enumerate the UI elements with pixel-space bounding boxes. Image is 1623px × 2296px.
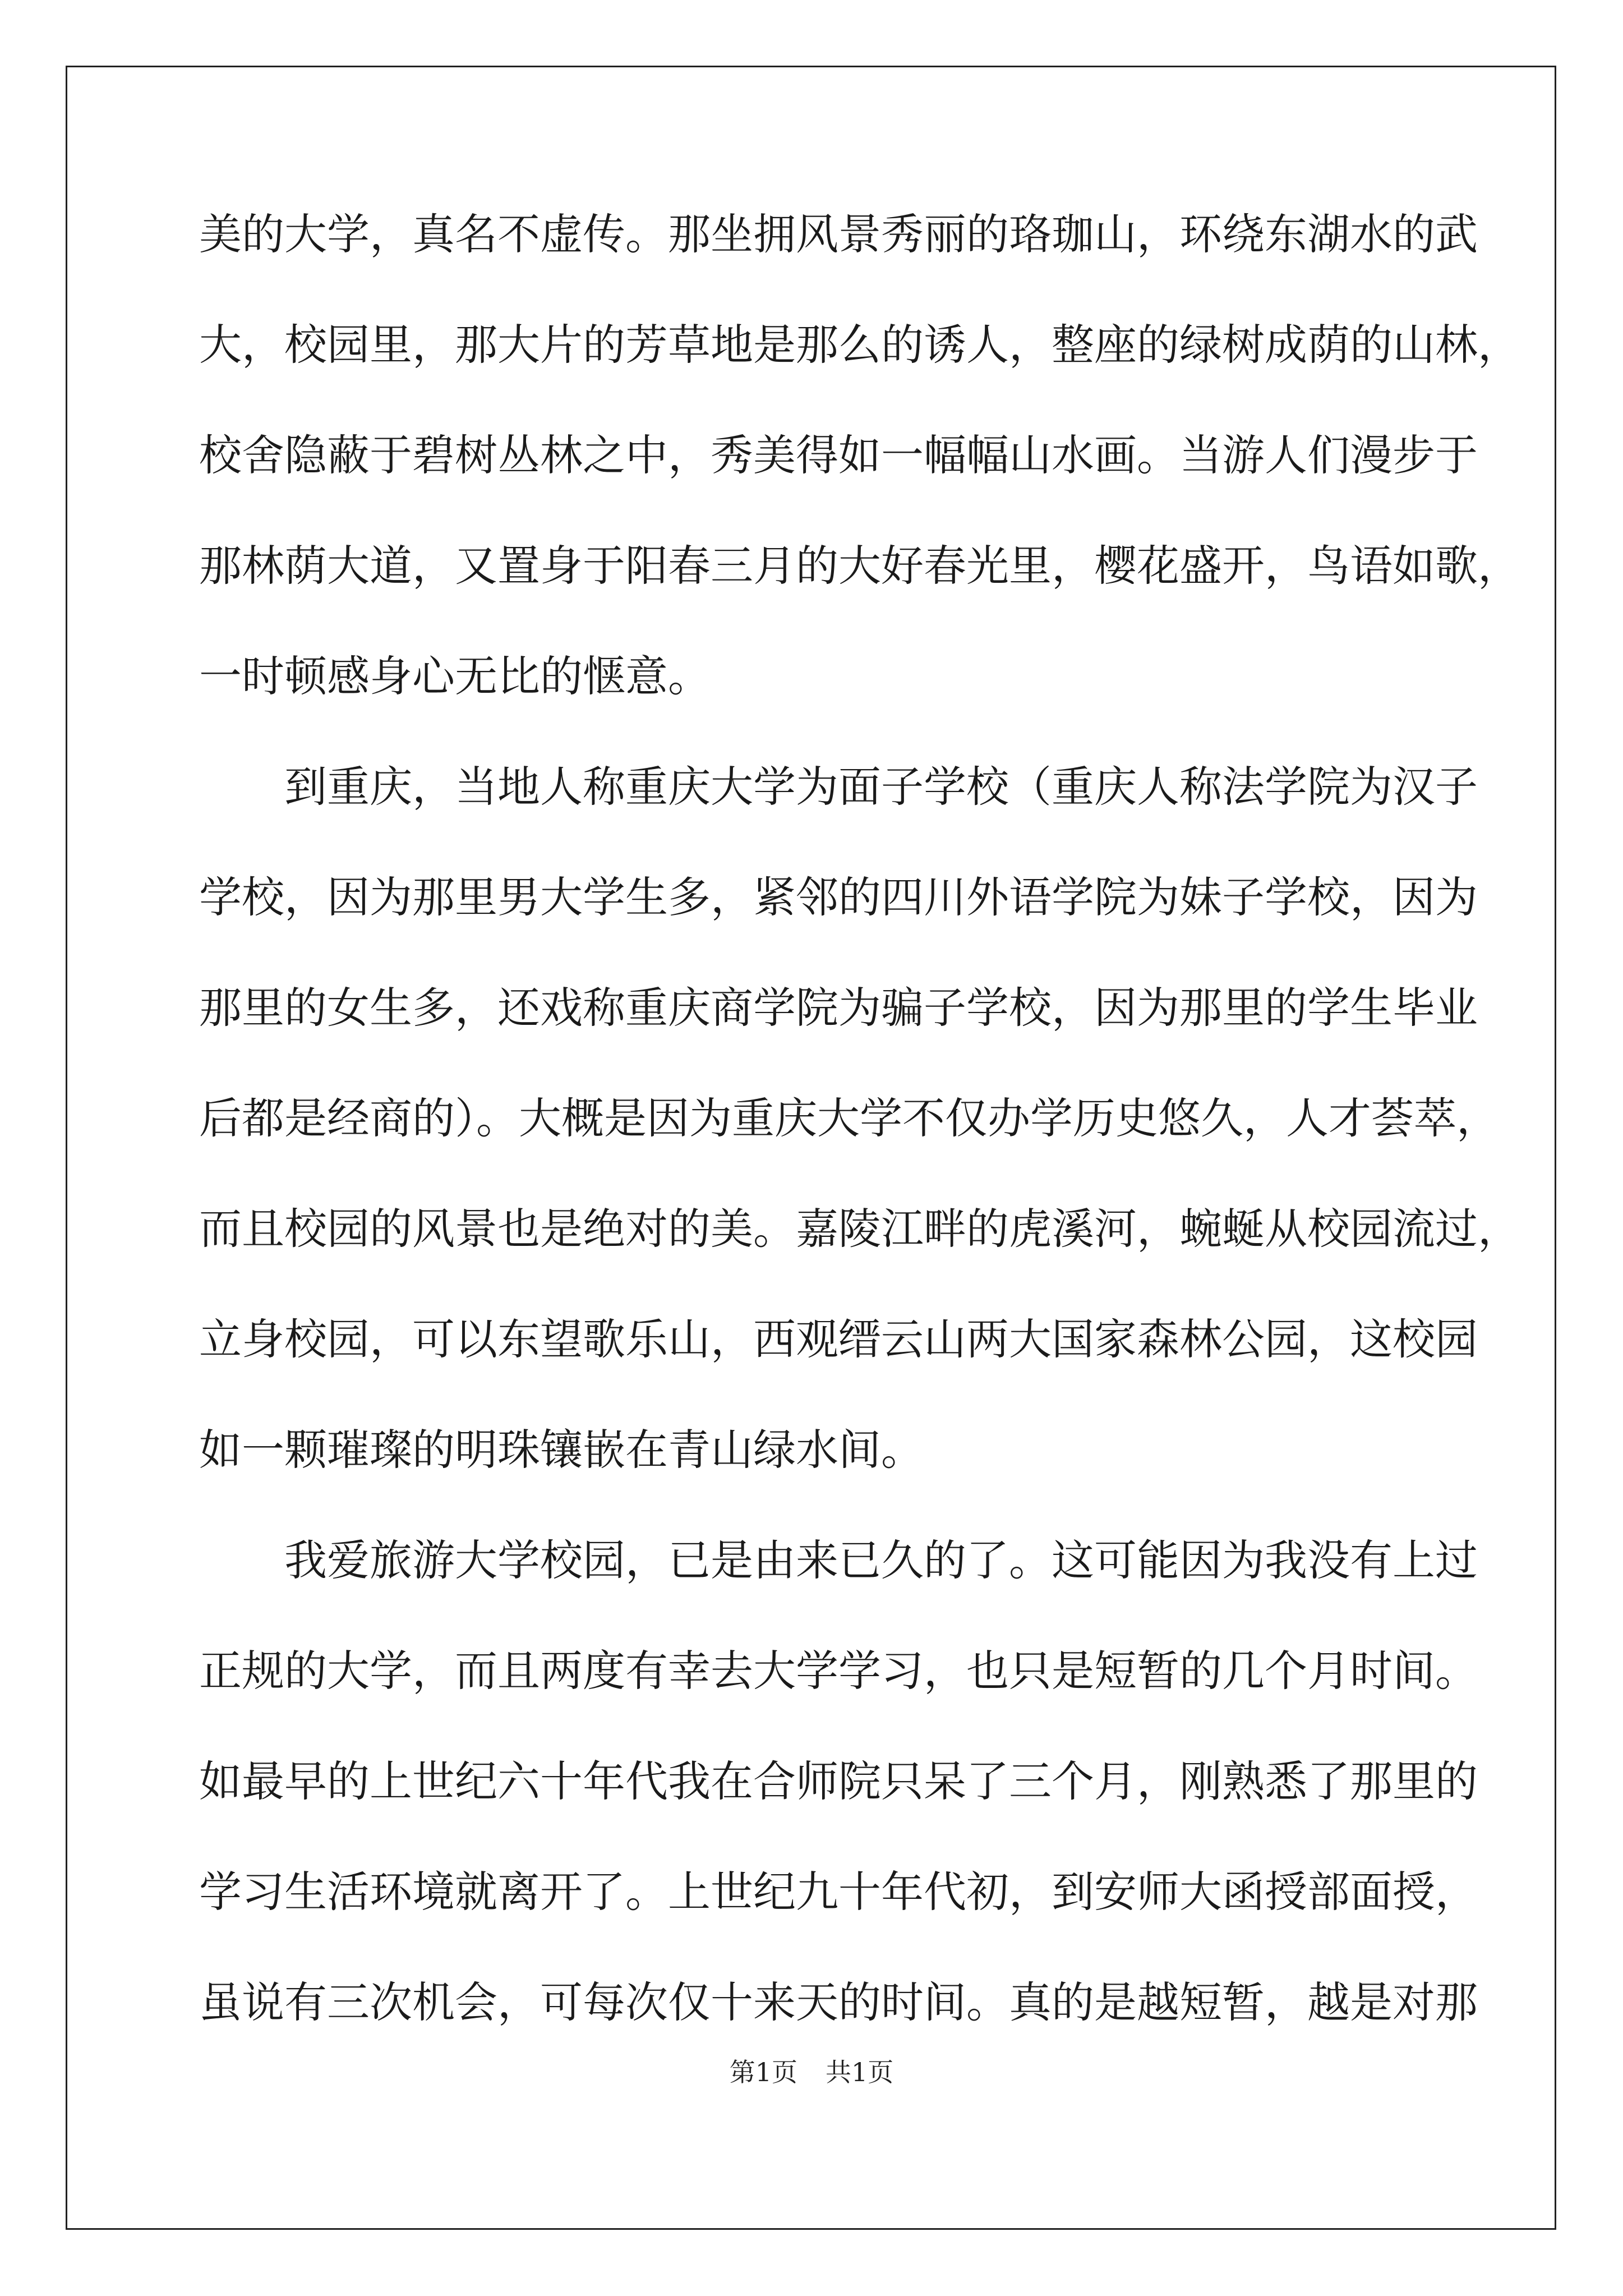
page-number: 第1页 bbox=[729, 2057, 797, 2087]
page-total: 共1页 bbox=[826, 2057, 894, 2087]
text-line: 如一颗璀璨的明珠镶嵌在青山绿水间。 bbox=[199, 1425, 924, 1475]
text-line: 而且校园的风景也是绝对的美。嘉陵江畔的虎溪河，蜿蜒从校园流过， bbox=[199, 1204, 1520, 1254]
text-line: 美的大学，真名不虚传。那坐拥风景秀丽的珞珈山，环绕东湖水的武 bbox=[199, 209, 1478, 259]
text-line: 到重庆，当地人称重庆大学为面子学校（重庆人称法学院为汉子 bbox=[284, 762, 1478, 812]
text-line: 那林荫大道，又置身于阳春三月的大好春光里，樱花盛开，鸟语如歌， bbox=[199, 541, 1520, 591]
text-line: 如最早的上世纪六十年代我在合师院只呆了三个月，刚熟悉了那里的 bbox=[199, 1756, 1478, 1806]
text-line: 学习生活环境就离开了。上世纪九十年代初，到安师大函授部面授， bbox=[199, 1867, 1478, 1917]
paragraph-1 bbox=[199, 208, 1520, 703]
text-line: 一时顿感身心无比的惬意。 bbox=[199, 651, 711, 701]
text-line: 校舍隐蔽于碧树丛林之中，秀美得如一幅幅山水画。当游人们漫步于 bbox=[199, 430, 1478, 480]
text-line: 那里的女生多，还戏称重庆商学院为骗子学校，因为那里的学生毕业 bbox=[199, 983, 1478, 1033]
text-line: 正规的大学，而且两度有幸去大学学习，也只是短暂的几个月时间。 bbox=[199, 1646, 1478, 1696]
paragraph-3 bbox=[199, 1534, 1478, 2029]
text-line: 后都是经商的）。大概是因为重庆大学不仅办学历史悠久，人才荟萃， bbox=[199, 1093, 1499, 1143]
text-line: 学校，因为那里男大学生多，紧邻的四川外语学院为妹子学校，因为 bbox=[199, 872, 1478, 922]
text-line: 大，校园里，那大片的芳草地是那么的诱人，整座的绿树成荫的山林， bbox=[199, 320, 1520, 370]
text-line: 虽说有三次机会，可每次仅十来天的时间。真的是越短暂，越是对那 bbox=[199, 1977, 1478, 2027]
text-line: 立身校园，可以东望歌乐山，西观缙云山两大国家森林公园，这校园 bbox=[199, 1314, 1478, 1364]
paragraph-2 bbox=[199, 760, 1520, 1476]
text-line: 我爱旅游大学校园，已是由来已久的了。这可能因为我没有上过 bbox=[284, 1535, 1478, 1585]
page-footer bbox=[0, 2052, 1623, 2089]
document-body bbox=[199, 208, 1520, 2086]
